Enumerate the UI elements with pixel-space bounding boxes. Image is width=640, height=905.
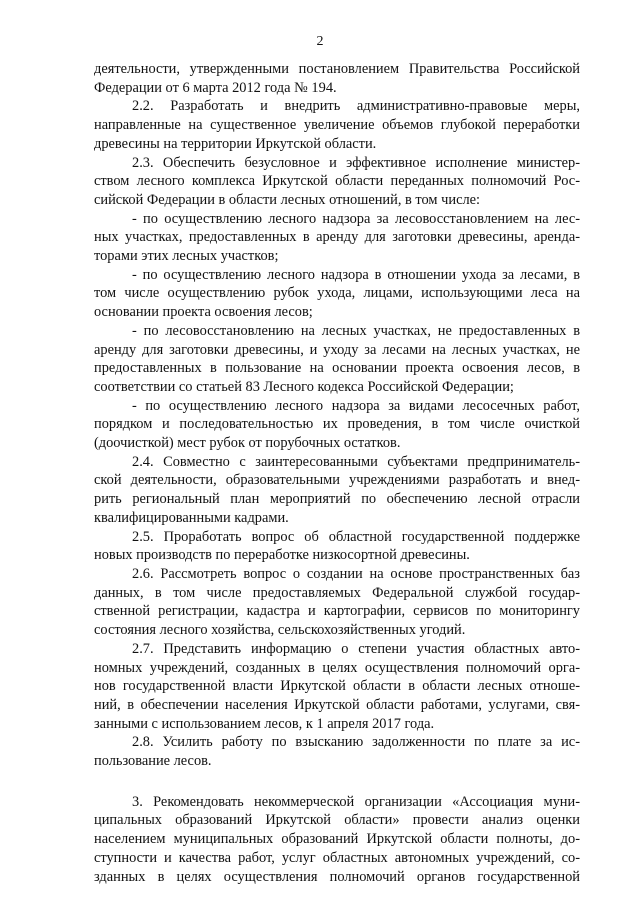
section-spacer <box>94 771 580 793</box>
text-line: 2.3. Обеспечить безусловное и эффективное исполнение министер- <box>132 154 580 171</box>
text-line: 2.2. Разработать и внедрить административно-правовые меры, <box>132 98 580 115</box>
paragraph-p-2-5 <box>94 528 580 565</box>
text-line: квалифицированными кадрами. <box>94 509 289 526</box>
text-line: 2.5. Проработать вопрос об областной государственной поддержке <box>132 528 580 545</box>
text-line: порядком и последовательностью их проведения, в том числе очисткой <box>94 416 580 433</box>
text-line: ципальных образований Иркутской области» провести анализ оценки <box>94 812 580 829</box>
text-line: номных учреждений, созданных в целях осуществления полномочий орга- <box>94 659 580 676</box>
text-line: - по осуществлению лесного надзора в отношении ухода за лесами, в <box>132 266 580 283</box>
paragraph-p-continuation <box>94 60 580 97</box>
text-line: 2.8. Усилить работу по взысканию задолженности по плате за ис- <box>132 734 580 751</box>
text-line: - по лесовосстановлению на лесных участках, не предоставленных в <box>132 322 580 339</box>
text-line: торами этих лесных участков; <box>94 248 279 265</box>
text-line: ственной регистрации, кадастра и картографии, сервисов по мониторингу <box>94 603 580 620</box>
text-line: 3. Рекомендовать некоммерческой организации «Ассоциация муни- <box>132 793 580 810</box>
text-line: аренду для заготовки древесины, и уходу за лесами на лесных участках, не <box>94 341 580 358</box>
paragraph-p-2-8 <box>94 733 580 770</box>
document-body <box>94 60 580 886</box>
paragraph-p-2-4 <box>94 453 580 528</box>
text-line: 2.4. Совместно с заинтересованными субъектами предприниматель- <box>132 453 580 470</box>
paragraph-p-2-3-d <box>94 397 580 453</box>
paragraph-p-2-2 <box>94 97 580 153</box>
text-line: основании проекта освоения лесов; <box>94 304 313 321</box>
text-line: рить региональный план мероприятий по обеспечению лесной отрасли <box>94 491 580 508</box>
paragraph-p-2-7 <box>94 640 580 734</box>
text-line: - по осуществлению лесного надзора за лесовосстановлением на лес- <box>132 210 580 227</box>
paragraph-p-2-3-a <box>94 210 580 266</box>
text-line: населением муниципальных образований Иркутской области полноты, до- <box>94 831 580 848</box>
text-line: направленные на существенное увеличение объемов глубокой переработки <box>94 117 580 134</box>
text-line: пользование лесов. <box>94 753 212 770</box>
text-line: древесины на территории Иркутской области. <box>94 135 377 152</box>
text-line: Федерации от 6 марта 2012 года № 194. <box>94 79 337 96</box>
paragraph-p-2-6 <box>94 565 580 640</box>
paragraph-p-2-3-c <box>94 322 580 397</box>
paragraph-p-2-3 <box>94 154 580 210</box>
text-line: ных участках, предоставленных в аренду для заготовки древесины, аренда- <box>94 229 580 246</box>
text-line: 2.7. Представить информацию о степени участия областных авто- <box>132 640 580 657</box>
text-line: ступности и качества работ, услуг областных автономных учреждений, со- <box>94 849 580 866</box>
text-line: состояния лесного хозяйства, сельскохозяйственных угодий. <box>94 622 466 639</box>
text-line: ством лесного комплекса Иркутской области переданных полномочий Рос- <box>94 173 580 190</box>
paragraph-p-3 <box>94 793 580 887</box>
text-line: занными с использованием лесов, к 1 апреля 2017 года. <box>94 715 435 732</box>
text-line: новых производств по переработке низкосортной древесины. <box>94 547 470 564</box>
text-line: (доочисткой) мест рубок от порубочных остатков. <box>94 435 401 452</box>
text-line: деятельности, утвержденными постановлением Правительства Российской <box>94 61 580 77</box>
text-line: предоставленных в пользование на основании проекта освоения лесов, в <box>94 360 580 377</box>
text-line: зданных в целях осуществления полномочий органов государственной <box>94 868 580 885</box>
paragraph-p-2-3-b <box>94 266 580 322</box>
page-number: 2 <box>316 34 324 49</box>
text-line: ний, в обеспечении населения Иркутской области работами, услугами, свя- <box>94 696 580 713</box>
text-line: нов государственной власти Иркутской области в области лесных отноше- <box>94 678 580 695</box>
text-line: данных, в том числе предоставляемых Федеральной службой государ- <box>94 584 580 601</box>
text-line: ской деятельности, образовательными учреждениями разработать и внед- <box>94 472 580 489</box>
text-line: 2.6. Рассмотреть вопрос о создании на основе пространственных баз <box>132 565 580 582</box>
text-line: соответствии со статьей 83 Лесного кодекса Российской Федерации; <box>94 378 514 395</box>
text-line: - по осуществлению лесного надзора за видами лесосечных работ, <box>132 397 580 414</box>
text-line: сийской Федерации в области лесных отношений, в том числе: <box>94 191 481 208</box>
text-line: том числе осуществлению рубок ухода, лицами, использующими леса на <box>94 285 580 302</box>
